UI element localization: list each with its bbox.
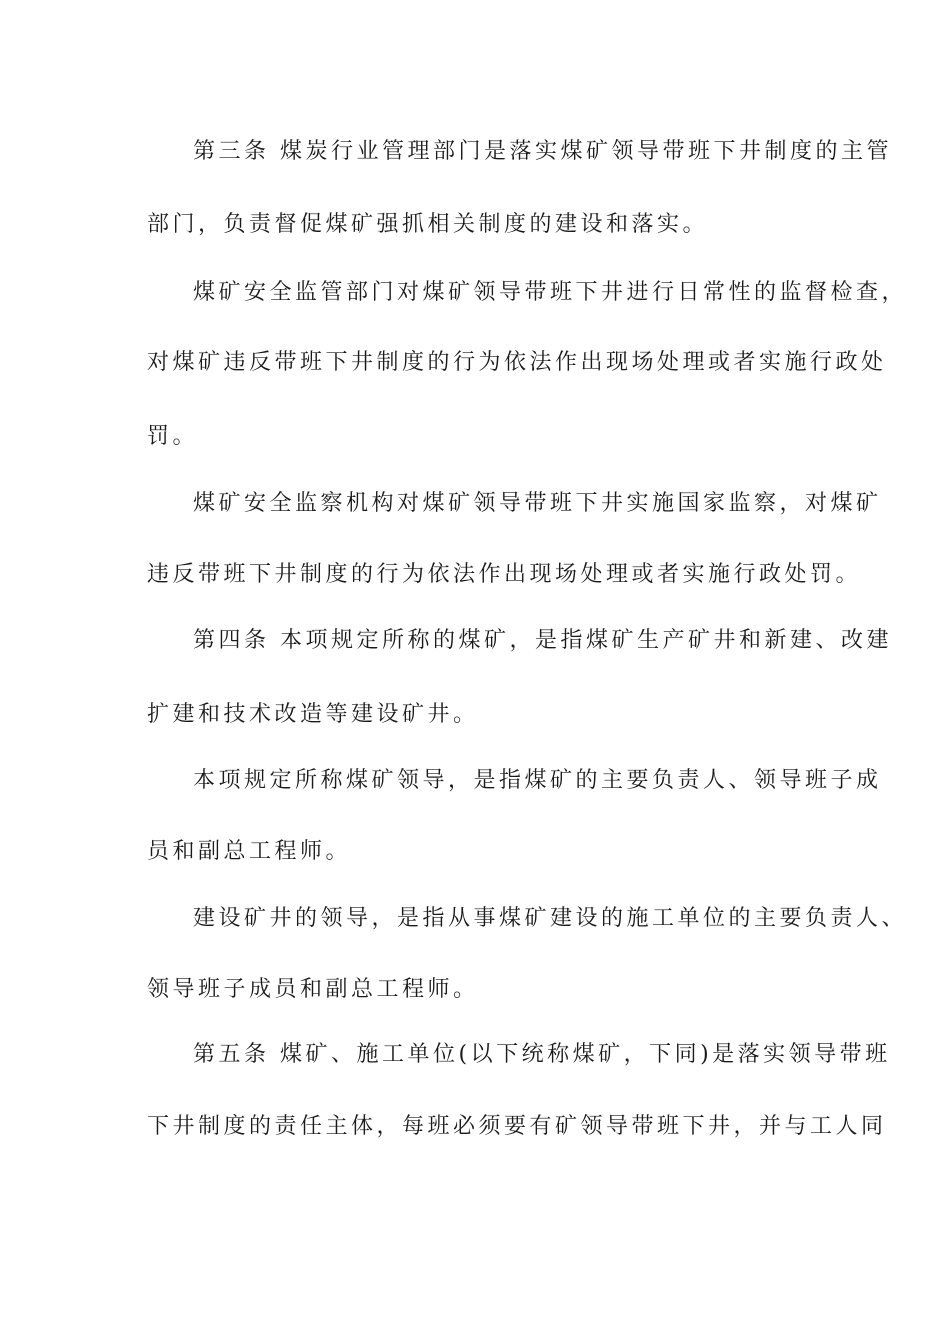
paragraph-article4-line1: 第四条 本项规定所称的煤矿，是指煤矿生产矿井和新建、改建 [193,628,892,653]
paragraph-leaders-line1: 本项规定所称煤矿领导，是指煤矿的主要负责人、领导班子成 [193,768,882,793]
paragraph-inspection-line1: 煤矿安全监察机构对煤矿领导带班下井实施国家监察，对煤矿 [193,491,882,516]
paragraph-supervision-line3: 罚。 [147,424,199,449]
paragraph-construction-line2: 领导班子成员和副总工程师。 [147,977,479,1002]
paragraph-supervision-line2: 对煤矿违反带班下井制度的行为依法作出现场处理或者实施行政处 [147,350,887,375]
paragraph-construction-line1: 建设矿井的领导，是指从事煤矿建设的施工单位的主要负责人、 [193,906,908,931]
paragraph-inspection-line2: 违反带班下井制度的行为依法作出现场处理或者实施行政处罚。 [147,562,862,587]
paragraph-article4-line2: 扩建和技术改造等建设矿井。 [147,702,479,727]
paragraph-article3-line1: 第三条 煤炭行业管理部门是落实煤矿领导带班下井制度的主管 [193,139,892,164]
paragraph-article5-line1: 第五条 煤矿、施工单位(以下统称煤矿，下同)是落实领导带班 [193,1042,891,1067]
paragraph-article5-line2: 下井制度的责任主体，每班必须要有矿领导带班下井，并与工人同 [147,1114,887,1139]
paragraph-article3-line2: 部门，负责督促煤矿强抓相关制度的建设和落实。 [147,212,709,237]
paragraph-leaders-line2: 员和副总工程师。 [147,839,352,864]
paragraph-supervision-line1: 煤矿安全监管部门对煤矿领导带班下井进行日常性的监督检查， [193,280,908,305]
